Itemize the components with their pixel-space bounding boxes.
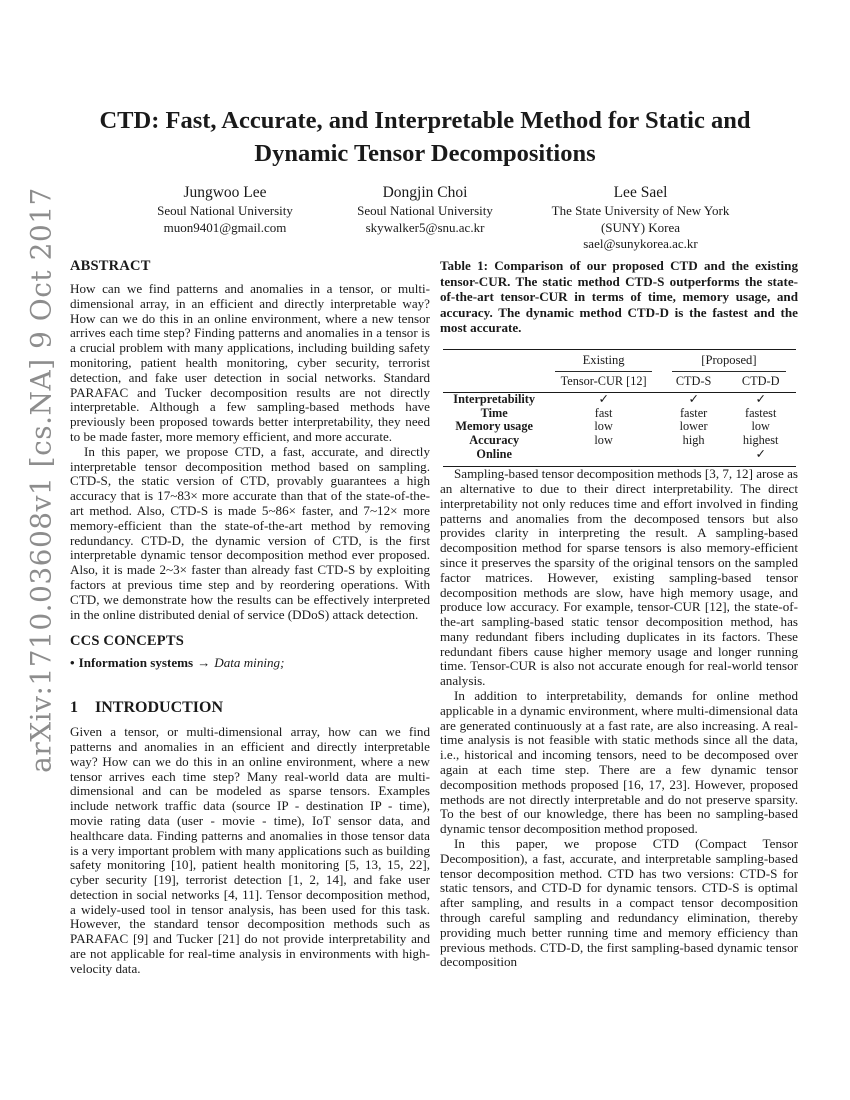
cell-value: low bbox=[594, 419, 613, 434]
cell-check: ✓ bbox=[688, 392, 699, 407]
left-column bbox=[70, 258, 430, 977]
cell-value: fastest bbox=[744, 405, 777, 420]
ccs-concept-bold: Information systems bbox=[78, 655, 194, 671]
body-paragraph-1: Sampling-based tensor decomposition methods [3, 7, 12] arose as an alternative to due to their direct interpretability. The direct interpretability not only reduces time and effort involved in finding patterns and anomalies from the decomposed tensors but also provides clarity in interpreting the result. A sampling-based decomposition method for sparse tensors is also memory-efficient since it preserves the sparsity of the original tensors on the sampled factor matrices. However, existing sampling-based tensor decomposition methods are slow, have high memory usage, and produce low accuracy. For example, tensor-CUR [12], the state-of-the-art sampling-based static tensor decomposition method, has many redundant fibers including duplicates in its factors. These redundant fibers cause higher memory usage and longer running time. Tensor-CUR is also not accurate enough for real-world tensor analysis. bbox=[440, 466, 799, 689]
author-name: Jungwoo Lee bbox=[183, 184, 267, 201]
author-block-3 bbox=[518, 183, 763, 253]
author-name: Lee Sael bbox=[613, 184, 668, 201]
row-label: Interpretability bbox=[453, 392, 536, 407]
author-affiliation: Seoul National University bbox=[357, 203, 493, 218]
paper-title bbox=[60, 104, 790, 170]
body-paragraph-2: In addition to interpretability, demands for online method applicable in a dynamic environment, where multi-dimensional data are generated continuously at a fast rate, are also increasing. A real-time analysis is not feasible with static methods since all the data, i.e., historical and incoming tensors, need to be decomposed over again at each time step. There are a few dynamic tensor decomposition methods proposed [16, 17, 23]. However, proposed methods are not directly interpretable and do not preserve sparsity. To the best of our knowledge, there has been no sampling-based dynamic tensor decomposition method proposed. bbox=[440, 688, 798, 837]
table1-wrapper bbox=[443, 349, 796, 467]
author-name: Dongjin Choi bbox=[382, 184, 468, 201]
arxiv-watermark: arXiv:1710.03608v1 [cs.NA] 9 Oct 2017 bbox=[24, 187, 58, 773]
cell-value: highest bbox=[742, 432, 779, 447]
author-email: skywalker5@snu.ac.kr bbox=[365, 219, 485, 235]
cell-check: ✓ bbox=[598, 392, 609, 407]
author-email: muon9401@gmail.com bbox=[163, 219, 287, 235]
abstract-paragraph-2: In this paper, we propose CTD, a fast, accurate, and directly interpretable tensor decomposition method based on sampling. CTD-S, the static version of CTD, provably guarantees a high accuracy that is 17~83× more accurate than that of the state-of-the-art method. Also, CTD-S is made 5~86× faster, and 7~12× more memory-efficient than the state-of-the-art method by removing redundancy. CTD-D, the dynamic version of CTD, is the first interpretable dynamic tensor decomposition method ever proposed. Also, it is made 2~3× faster than already fast CTD-S by exploiting factors at previous time step and by reordering operations. With CTD, we demonstrate how the results can be effectively interpreted in the online distributed denial of service (DDoS) attack detection. bbox=[70, 443, 430, 622]
ccs-heading: CCS CONCEPTS bbox=[70, 633, 184, 650]
group-header-proposed: [Proposed] bbox=[662, 349, 796, 371]
row-label: Memory usage bbox=[455, 419, 533, 434]
abstract-paragraph-1: How can we find patterns and anomalies in a tensor, or multi-dimensional array, in an efficient and directly interpretable way? How can we do this in an online environment, where a new tensor arrives each time step? Finding patterns and anomalies in a tensor is a crucial problem with many applications, including building safety monitoring, patient health monitoring, cyber security, terrorist detection, and fake user detection in social networks. Standard PARAFAC and Tucker decomposition results are not directly interpretable. Although a few sampling-based methods have previously been proposed towards better interpretability, they need to be made faster, more memory efficient, and more accurate. bbox=[70, 281, 430, 444]
cell-empty bbox=[662, 448, 726, 467]
body-paragraph-3: In this paper, we propose CTD (Compact Tensor Decomposition), a fast, accurate, and interpretable sampling-based tensor decomposition method. CTD has two versions: CTD-S for static tensors, and CTD-D for dynamic tensors. CTD-S is optimal after sampling, and results in a compact tensor decomposition through careful sampling and redundancy elimination, thereby providing much better running time and memory efficiency than previous methods. CTD-D, the first sampling-based dynamic tensor decomposition bbox=[440, 836, 798, 970]
col-header-ctd-d: CTD-D bbox=[725, 372, 796, 393]
row-label: Online bbox=[476, 446, 512, 461]
row-label: Accuracy bbox=[469, 432, 520, 447]
paper-title-line1: CTD: Fast, Accurate, and Interpretable Method for Static and bbox=[99, 107, 751, 134]
paper-title-line2: Dynamic Tensor Decompositions bbox=[254, 140, 596, 167]
table-row-accuracy bbox=[443, 434, 796, 448]
empty-header-cell bbox=[443, 372, 545, 393]
cell-check: ✓ bbox=[755, 392, 766, 407]
comparison-table bbox=[443, 349, 796, 467]
author-email: sael@sunykorea.ac.kr bbox=[583, 236, 698, 251]
right-arrow-glyph: → bbox=[197, 655, 211, 671]
cell-value: fast bbox=[594, 405, 613, 420]
introduction-paragraph-1: Given a tensor, or multi-dimensional array, how can we find patterns and anomalies in an efficient and directly interpretable way? How can we do this in an online environment, where a new tensor arrives each time step? Many real-world data are multi-dimensional and can be modeled as sparse tensors. Examples include network traffic data (source IP - destination IP - time), movie rating data (user - movie - time), IoT sensor data, and healthcare data. Finding patterns and anomalies in those tensor data is a very important problem with many applications such as building safety monitoring [10], patient health monitoring [5, 13, 15, 22], cyber security [19], terrorist detection [1, 2, 14], and fake user detection in social networks [4, 11]. Tensor decomposition method, a widely-used tool in tensor analysis, has been used for this task. However, the standard tensor decomposition methods such as PARAFAC [9] and Tucker [21] do not provide interpretability and are not applicable for real-time analysis in environments with high-velocity data. bbox=[70, 724, 430, 976]
abstract-heading: ABSTRACT bbox=[70, 258, 151, 274]
author-block-1 bbox=[115, 183, 335, 236]
table-row-time bbox=[443, 407, 796, 421]
cell-value: high bbox=[682, 432, 705, 447]
ccs-bullet: • bbox=[70, 655, 75, 671]
table1-caption: Table 1: Comparison of our proposed CTD and the existing tensor-CUR. The static method CTD-S outperforms the state-of-the-art tensor-CUR in terms of time, memory usage, and accuracy. The dynamic method CTD-D is the fastest and the most accurate. bbox=[440, 258, 798, 336]
table-row-online bbox=[443, 448, 796, 467]
cell-check: ✓ bbox=[755, 446, 766, 461]
table-group-header-row bbox=[443, 349, 796, 371]
cell-value: low bbox=[751, 419, 770, 434]
ccs-concept-italic: Data mining; bbox=[214, 655, 285, 671]
cell-empty bbox=[545, 448, 661, 467]
table-row-interpretability bbox=[443, 393, 796, 407]
table-method-header-row bbox=[443, 372, 796, 393]
author-block-2 bbox=[315, 183, 535, 236]
row-label: Time bbox=[480, 405, 508, 420]
author-affiliation: Seoul National University bbox=[157, 203, 293, 218]
introduction-heading bbox=[70, 698, 430, 717]
section-number: 1 bbox=[70, 699, 78, 717]
section-title: INTRODUCTION bbox=[95, 699, 224, 717]
empty-header-cell bbox=[443, 349, 545, 371]
right-column bbox=[440, 258, 798, 970]
author-affiliation: The State University of New York bbox=[551, 203, 730, 218]
ccs-concepts-line bbox=[70, 656, 430, 671]
group-header-existing: Existing bbox=[545, 349, 661, 371]
author-affiliation-2: (SUNY) Korea bbox=[600, 219, 681, 235]
cell-value: low bbox=[594, 432, 613, 447]
cell-value: lower bbox=[679, 419, 708, 434]
table-row-memory-usage bbox=[443, 420, 796, 434]
col-header-ctd-s: CTD-S bbox=[662, 372, 726, 393]
col-header-tensor-cur: Tensor-CUR [12] bbox=[545, 372, 661, 393]
cell-value: faster bbox=[679, 405, 708, 420]
